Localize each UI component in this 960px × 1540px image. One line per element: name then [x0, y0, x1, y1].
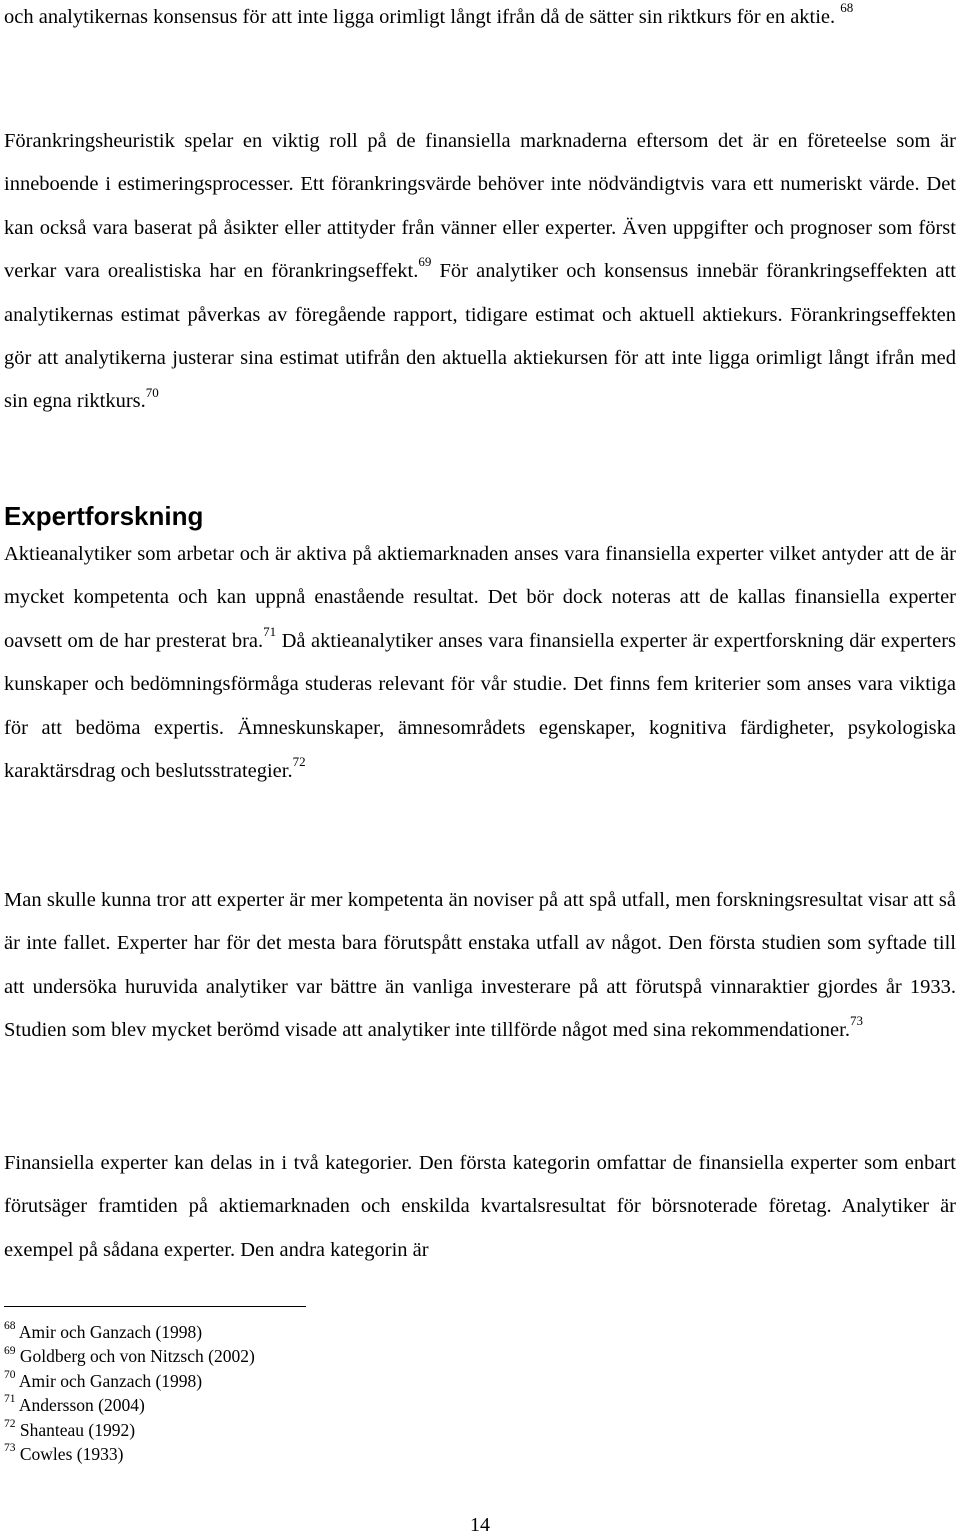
footnote-ref-69[interactable]: 69 [418, 254, 432, 270]
paragraph-text: och analytikernas konsensus för att inte ligga orimligt långt ifrån då de sätter sin riktkurs för en aktie. [4, 6, 836, 28]
paragraph-expert-categories [4, 1142, 956, 1272]
paragraph-text: Aktieanalytiker som arbetar och är aktiva på aktiemarknaden anses vara finansiella experter vilket antyder att de är mycket kompetenta och kan uppnå enastående resultat. Det bör dock noteras att de kallas finansiella experter oavsett om de har presterat bra. [4, 543, 956, 652]
footnote-text: Amir och Ganzach (1998) [18, 1322, 203, 1342]
footnote-item [4, 1442, 255, 1466]
paragraph-intro [4, 0, 956, 39]
footnote-item [4, 1418, 255, 1442]
paragraph-text: Man skulle kunna tror att experter är mer kompetenta än noviser på att spå utfall, men forskningsresultat visar att så är inte fallet. Experter har för det mesta bara förutspått enstaka utfall av något. Den första studien som syftade till att undersöka huruvida analytiker var bättre än vanliga investerare på att förutspå vinnaraktier gjordes år 1933. Studien som blev mycket berömd visade att analytiker inte tillförde något med sina rekommendationer. [4, 889, 956, 1042]
footnote-item [4, 1393, 255, 1417]
footnote-number: 70 [4, 1368, 16, 1381]
section-heading: Expertforskning [4, 501, 204, 531]
footnote-text: Goldberg och von Nitzsch (2002) [19, 1346, 255, 1367]
footnote-ref-70[interactable]: 70 [145, 384, 159, 400]
footnote-divider [4, 1306, 306, 1307]
footnote-number: 68 [4, 1320, 16, 1333]
paragraph-text-continued: Då aktieanalytiker anses vara finansiella experter är expertforskning där experters kunskaper och bedömningsförmåga studeras relevant för vår studie. Det finns fem kriterier som anses vara viktiga för att bedöma expertis. Ämneskunskaper, ämnesområdets egenskaper, kognitiva färdigheter, psykologiska karaktärsdrag och beslutsstrategier. [4, 629, 956, 783]
footnotes-list [4, 1320, 255, 1466]
footnote-ref-71[interactable]: 71 [263, 623, 277, 639]
footnote-text: Shanteau (1992) [19, 1419, 136, 1440]
footnote-number: 73 [4, 1442, 16, 1455]
footnote-ref-68[interactable]: 68 [840, 0, 854, 16]
footnote-text: Cowles (1933) [19, 1444, 124, 1465]
footnote-number: 69 [4, 1344, 16, 1357]
footnote-number: 71 [4, 1393, 16, 1406]
footnote-text: Andersson (2004) [18, 1395, 145, 1416]
paragraph-text: Förankringsheuristik spelar en viktig roll på de finansiella marknaderna eftersom det är en företeelse som är inneboende i estimeringsprocesser. Ett förankringsvärde behöver inte nödvändigtvis vara ett numeriskt värde. Det kan också vara baserat på åsikter eller attityder från vänner eller experter. Även uppgifter och prognoser som först verkar vara orealistiska har en förankringseffekt. [4, 130, 956, 283]
paragraph-anchoring [4, 120, 956, 424]
footnote-item [4, 1369, 255, 1393]
footnote-text: Amir och Ganzach (1998) [18, 1370, 203, 1391]
footnote-ref-73[interactable]: 73 [849, 1013, 863, 1029]
footnote-item [4, 1344, 255, 1368]
paragraph-expert-definition [4, 533, 956, 793]
page-number: 14 [470, 1514, 490, 1536]
paragraph-text: Finansiella experter kan delas in i två kategorier. Den första kategorin omfattar de finansiella experter som enbart förutsäger framtiden på aktiemarknaden och enskilda kvartalsresultat för börsnoterade företag. Analytiker är exempel på sådana experter. Den andra kategorin är [4, 1152, 956, 1261]
paragraph-expert-research [4, 879, 956, 1053]
footnote-item [4, 1320, 255, 1344]
paragraph-text-continued: För analytiker och konsensus innebär förankringseffekten att analytikernas estimat påverkas av föregående rapport, tidigare estimat och aktuell aktiekurs. Förankringseffekten gör att analytikerna justerar sina estimat utifrån den aktuella aktiekursen för att inte ligga orimligt långt ifrån med sin egna riktkurs. [4, 260, 956, 413]
footnote-number: 72 [4, 1417, 16, 1430]
footnote-ref-72[interactable]: 72 [292, 754, 306, 770]
